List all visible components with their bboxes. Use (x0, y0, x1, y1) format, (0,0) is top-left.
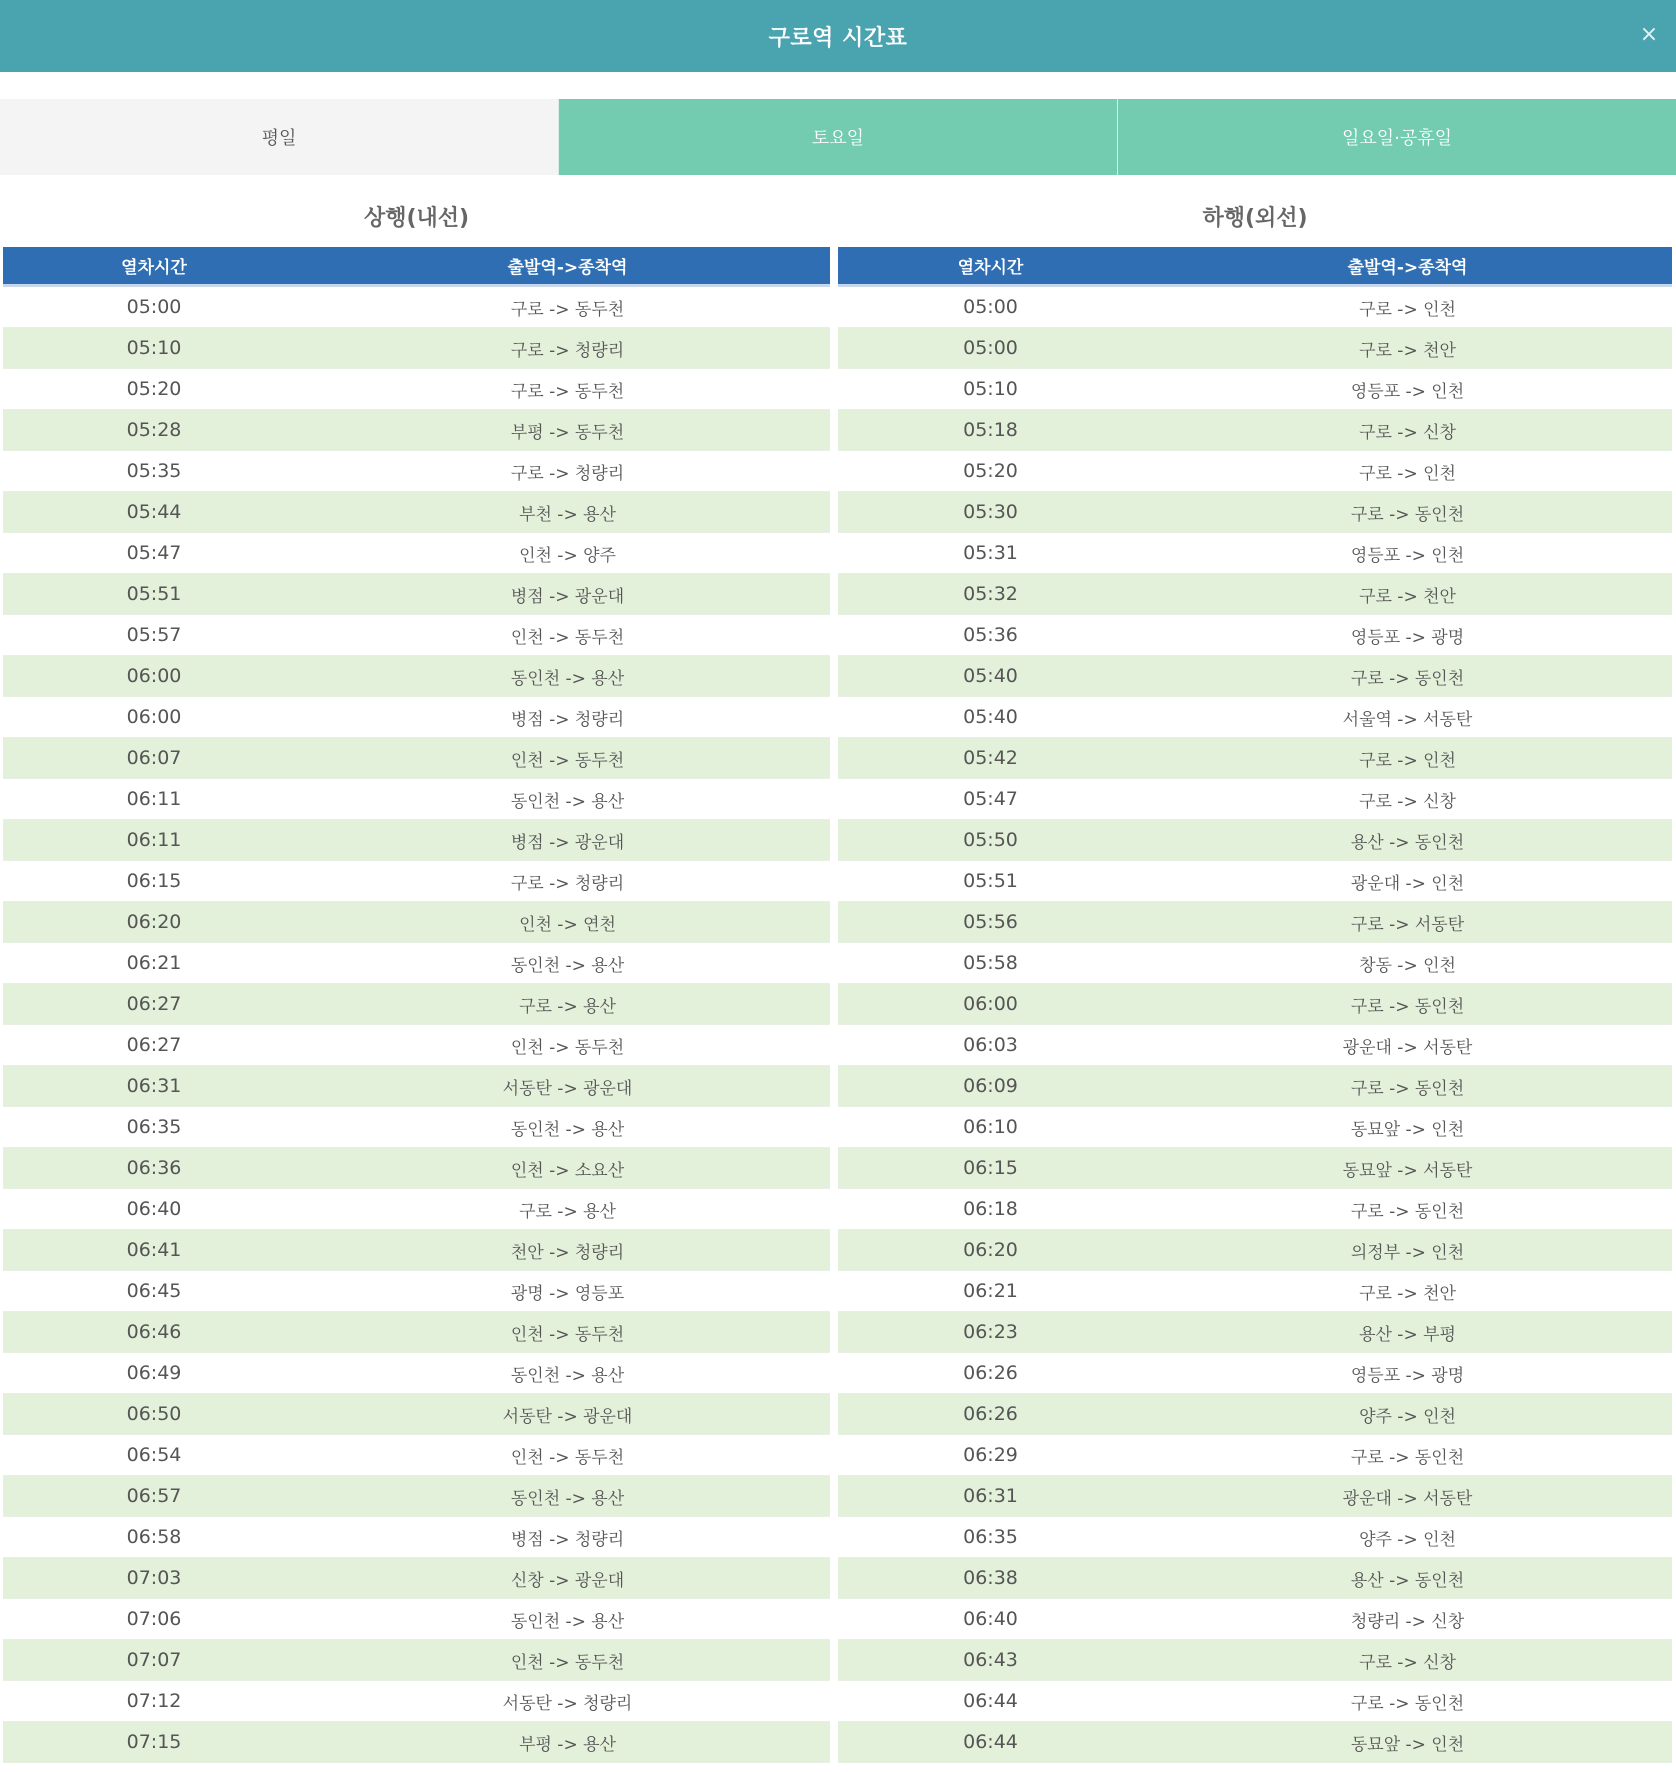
train-time: 05:40 (963, 706, 1018, 728)
table-row (838, 1312, 1672, 1353)
train-route: 구로 -> 동두천 (510, 299, 625, 320)
table-row (838, 451, 1672, 492)
train-time: 06:21 (126, 952, 182, 974)
table-row (838, 1107, 1672, 1148)
train-time: 05:40 (963, 665, 1018, 687)
train-time: 05:31 (963, 542, 1018, 564)
train-route: 동인천 -> 용산 (510, 791, 625, 812)
downbound-heading: 하행(외선) (1202, 205, 1308, 231)
train-time: 07:12 (126, 1690, 182, 1712)
train-time: 05:44 (126, 501, 182, 523)
train-time: 05:42 (963, 747, 1018, 769)
close-icon[interactable]: × (1639, 22, 1659, 47)
train-route: 구로 -> 천안 (1359, 340, 1456, 361)
train-time: 06:27 (126, 993, 182, 1015)
train-route: 동인천 -> 용산 (510, 668, 625, 689)
table-row (838, 1230, 1672, 1271)
train-route: 병점 -> 청량리 (510, 709, 625, 730)
table-row (3, 697, 830, 738)
train-route: 동인천 -> 용산 (510, 1119, 625, 1140)
train-time: 06:58 (126, 1526, 182, 1548)
train-time: 07:07 (126, 1649, 182, 1671)
train-time: 06:00 (126, 706, 182, 728)
train-route: 인천 -> 양주 (519, 545, 616, 566)
train-route: 천안 -> 청량리 (510, 1242, 625, 1263)
train-time: 06:10 (963, 1116, 1018, 1138)
train-route: 구로 -> 천안 (1359, 586, 1456, 607)
train-time: 05:28 (126, 419, 182, 441)
train-time: 06:20 (126, 911, 182, 933)
train-time: 05:50 (963, 829, 1018, 851)
train-time: 06:46 (126, 1321, 182, 1343)
train-time: 06:38 (963, 1567, 1018, 1589)
train-time: 06:41 (126, 1239, 182, 1261)
table-row (838, 492, 1672, 533)
train-time: 06:03 (963, 1034, 1018, 1056)
train-time: 05:58 (963, 952, 1018, 974)
train-time: 06:36 (126, 1157, 182, 1179)
train-route: 구로 -> 동인천 (1350, 996, 1465, 1017)
table-row (3, 1230, 830, 1271)
table-row (3, 451, 830, 492)
downbound-table-header (838, 247, 1672, 287)
train-route: 부평 -> 용산 (519, 1734, 616, 1755)
table-row (3, 1066, 830, 1107)
train-route: 구로 -> 동두천 (510, 381, 625, 402)
train-route: 청량리 -> 신창 (1350, 1611, 1465, 1632)
table-row (838, 779, 1672, 820)
train-route: 구로 -> 신창 (1359, 791, 1456, 812)
train-route: 구로 -> 동인천 (1350, 1693, 1465, 1714)
table-row (838, 984, 1672, 1025)
train-time: 06:43 (963, 1649, 1018, 1671)
table-row (838, 738, 1672, 779)
train-route: 구로 -> 동인천 (1350, 1078, 1465, 1099)
train-route: 구로 -> 서동탄 (1350, 914, 1465, 935)
table-row (838, 1066, 1672, 1107)
table-row (3, 615, 830, 656)
train-route: 구로 -> 용산 (519, 996, 616, 1017)
table-row (3, 1435, 830, 1476)
train-time: 06:15 (963, 1157, 1018, 1179)
table-row (838, 697, 1672, 738)
train-route: 병점 -> 광운대 (510, 832, 625, 853)
train-time: 06:40 (963, 1608, 1018, 1630)
tab-sunday-holiday[interactable]: 일요일·공휴일 (1117, 99, 1676, 175)
table-row (838, 1558, 1672, 1599)
table-row (3, 1476, 830, 1517)
train-time: 06:35 (963, 1526, 1018, 1548)
train-time: 05:00 (963, 337, 1018, 359)
train-time: 06:21 (963, 1280, 1018, 1302)
table-row (838, 1189, 1672, 1230)
train-route: 구로 -> 청량리 (510, 873, 625, 894)
train-time: 05:30 (963, 501, 1018, 523)
train-route: 신창 -> 광운대 (510, 1570, 625, 1591)
train-time: 05:36 (963, 624, 1018, 646)
upbound-heading: 상행(내선) (363, 205, 470, 231)
train-route: 용산 -> 부평 (1359, 1324, 1456, 1345)
train-time: 06:18 (963, 1198, 1018, 1220)
table-row (838, 369, 1672, 410)
train-route: 창동 -> 인천 (1359, 955, 1456, 976)
train-time: 06:31 (126, 1075, 182, 1097)
downbound-panel (838, 175, 1672, 1772)
table-row (3, 1681, 830, 1722)
train-time: 05:57 (126, 624, 182, 646)
train-route: 구로 -> 청량리 (510, 463, 625, 484)
train-route: 영등포 -> 광명 (1350, 627, 1465, 648)
table-row (3, 943, 830, 984)
train-time: 05:10 (963, 378, 1018, 400)
table-row (3, 287, 830, 328)
train-time: 06:23 (963, 1321, 1018, 1343)
train-time: 06:49 (126, 1362, 182, 1384)
train-route: 동인천 -> 용산 (510, 1365, 625, 1386)
table-row (3, 1271, 830, 1312)
table-row (3, 779, 830, 820)
train-route: 서동탄 -> 광운대 (502, 1406, 633, 1427)
train-time: 06:15 (126, 870, 182, 892)
train-route: 구로 -> 용산 (519, 1201, 616, 1222)
train-route: 의정부 -> 인천 (1350, 1242, 1465, 1263)
train-route: 동인천 -> 용산 (510, 955, 625, 976)
train-route: 인천 -> 연천 (519, 914, 616, 935)
train-route: 구로 -> 동인천 (1350, 504, 1465, 525)
modal-title: 구로역 시간표 (768, 25, 908, 51)
train-time: 06:00 (126, 665, 182, 687)
table-row (3, 1148, 830, 1189)
table-row (3, 1025, 830, 1066)
train-route: 인천 -> 동두천 (510, 1324, 625, 1345)
table-row (3, 1640, 830, 1681)
modal-header (0, 0, 1676, 72)
train-route: 인천 -> 소요산 (510, 1160, 625, 1181)
train-time: 05:35 (126, 460, 182, 482)
table-row (838, 615, 1672, 656)
train-route: 광운대 -> 서동탄 (1342, 1488, 1473, 1509)
train-route: 양주 -> 인천 (1359, 1529, 1456, 1550)
table-row (3, 902, 830, 943)
train-time: 06:11 (126, 829, 182, 851)
table-row (3, 410, 830, 451)
train-route: 동묘앞 -> 인천 (1350, 1119, 1465, 1140)
train-route: 양주 -> 인천 (1359, 1406, 1456, 1427)
train-time: 06:26 (963, 1362, 1018, 1384)
table-row (3, 820, 830, 861)
train-time: 05:51 (126, 583, 182, 605)
train-route: 구로 -> 동인천 (1350, 1447, 1465, 1468)
train-time: 06:35 (126, 1116, 182, 1138)
col-header-time: 열차시간 (121, 258, 187, 278)
table-row (3, 1394, 830, 1435)
train-time: 06:00 (963, 993, 1018, 1015)
table-row (3, 738, 830, 779)
train-route: 구로 -> 동인천 (1350, 1201, 1465, 1222)
train-time: 06:27 (126, 1034, 182, 1056)
table-row (3, 492, 830, 533)
table-row (838, 861, 1672, 902)
table-row (838, 1271, 1672, 1312)
upbound-panel (3, 175, 830, 1772)
table-row (3, 574, 830, 615)
train-time: 06:31 (963, 1485, 1018, 1507)
train-route: 영등포 -> 인천 (1350, 545, 1465, 566)
downbound-table-body (838, 287, 1672, 1763)
train-route: 구로 -> 청량리 (510, 340, 625, 361)
train-time: 05:00 (126, 296, 182, 318)
train-route: 구로 -> 신창 (1359, 422, 1456, 443)
train-route: 서동탄 -> 청량리 (502, 1693, 633, 1714)
table-row (838, 1517, 1672, 1558)
train-route: 동묘앞 -> 인천 (1350, 1734, 1465, 1755)
train-route: 서울역 -> 서동탄 (1342, 709, 1473, 730)
table-row (838, 533, 1672, 574)
col-header-time: 열차시간 (957, 258, 1024, 278)
col-header-route: 출발역->종착역 (507, 258, 628, 278)
train-time: 06:20 (963, 1239, 1018, 1261)
train-route: 영등포 -> 인천 (1350, 381, 1465, 402)
table-row (3, 1312, 830, 1353)
table-row (838, 820, 1672, 861)
train-time: 06:09 (963, 1075, 1018, 1097)
train-route: 인천 -> 동두천 (510, 627, 625, 648)
train-time: 05:10 (126, 337, 182, 359)
table-row (838, 1435, 1672, 1476)
train-time: 06:50 (126, 1403, 182, 1425)
table-row (3, 1189, 830, 1230)
train-route: 구로 -> 인천 (1359, 463, 1456, 484)
train-time: 05:47 (963, 788, 1018, 810)
train-time: 07:06 (126, 1608, 182, 1630)
train-route: 부평 -> 동두천 (510, 422, 625, 443)
train-time: 05:47 (126, 542, 182, 564)
table-row (838, 1599, 1672, 1640)
train-route: 광운대 -> 서동탄 (1342, 1037, 1473, 1058)
table-row (3, 533, 830, 574)
train-route: 동인천 -> 용산 (510, 1488, 625, 1509)
train-route: 인천 -> 동두천 (510, 1037, 625, 1058)
train-time: 05:20 (963, 460, 1018, 482)
table-row (3, 369, 830, 410)
train-time: 06:29 (963, 1444, 1018, 1466)
train-route: 광운대 -> 인천 (1350, 873, 1465, 894)
train-time: 06:45 (126, 1280, 182, 1302)
table-row (3, 1517, 830, 1558)
train-route: 구로 -> 동인천 (1350, 668, 1465, 689)
table-row (838, 1722, 1672, 1763)
train-route: 동인천 -> 용산 (510, 1611, 625, 1632)
train-route: 구로 -> 천안 (1359, 1283, 1456, 1304)
table-row (838, 574, 1672, 615)
train-route: 광명 -> 영등포 (510, 1283, 625, 1304)
train-time: 07:15 (126, 1731, 182, 1753)
table-row (838, 943, 1672, 984)
tab-saturday[interactable]: 토요일 (558, 99, 1117, 175)
upbound-table-header (3, 247, 830, 287)
table-row (3, 656, 830, 697)
train-route: 서동탄 -> 광운대 (502, 1078, 633, 1099)
table-row (3, 1107, 830, 1148)
table-row (838, 410, 1672, 451)
train-route: 용산 -> 동인천 (1350, 1570, 1465, 1591)
train-route: 동묘앞 -> 서동탄 (1342, 1160, 1473, 1181)
table-row (838, 656, 1672, 697)
train-route: 부천 -> 용산 (519, 504, 616, 525)
train-time: 06:07 (126, 747, 182, 769)
table-row (838, 902, 1672, 943)
train-route: 용산 -> 동인천 (1350, 832, 1465, 853)
train-route: 인천 -> 동두천 (510, 1652, 625, 1673)
table-row (838, 1148, 1672, 1189)
train-route: 병점 -> 청량리 (510, 1529, 625, 1550)
col-header-route: 출발역->종착역 (1347, 258, 1468, 278)
tab-weekday[interactable]: 평일 (0, 99, 558, 175)
train-route: 구로 -> 인천 (1359, 299, 1456, 320)
train-time: 05:20 (126, 378, 182, 400)
train-route: 인천 -> 동두천 (510, 1447, 625, 1468)
table-row (3, 328, 830, 369)
train-route: 인천 -> 동두천 (510, 750, 625, 771)
table-row (3, 1722, 830, 1763)
upbound-table-body (3, 287, 830, 1763)
train-time: 05:32 (963, 583, 1018, 605)
day-tabs (0, 99, 1676, 175)
table-row (3, 984, 830, 1025)
train-time: 05:56 (963, 911, 1018, 933)
train-route: 구로 -> 신창 (1359, 1652, 1456, 1673)
train-time: 06:26 (963, 1403, 1018, 1425)
table-row (838, 1394, 1672, 1435)
train-time: 05:51 (963, 870, 1018, 892)
train-time: 06:40 (126, 1198, 182, 1220)
train-time: 06:44 (963, 1690, 1018, 1712)
train-time: 06:57 (126, 1485, 182, 1507)
train-route: 구로 -> 인천 (1359, 750, 1456, 771)
train-route: 영등포 -> 광명 (1350, 1365, 1465, 1386)
table-row (838, 1025, 1672, 1066)
train-time: 05:18 (963, 419, 1018, 441)
table-row (3, 861, 830, 902)
table-row (838, 1681, 1672, 1722)
train-time: 06:11 (126, 788, 182, 810)
table-row (838, 1476, 1672, 1517)
train-time: 06:44 (963, 1731, 1018, 1753)
train-time: 07:03 (126, 1567, 182, 1589)
table-row (838, 1640, 1672, 1681)
train-route: 병점 -> 광운대 (510, 586, 625, 607)
table-row (838, 287, 1672, 328)
train-time: 05:00 (963, 296, 1018, 318)
table-row (3, 1558, 830, 1599)
table-row (3, 1353, 830, 1394)
table-row (838, 1353, 1672, 1394)
table-row (838, 328, 1672, 369)
train-time: 06:54 (126, 1444, 182, 1466)
table-row (3, 1599, 830, 1640)
